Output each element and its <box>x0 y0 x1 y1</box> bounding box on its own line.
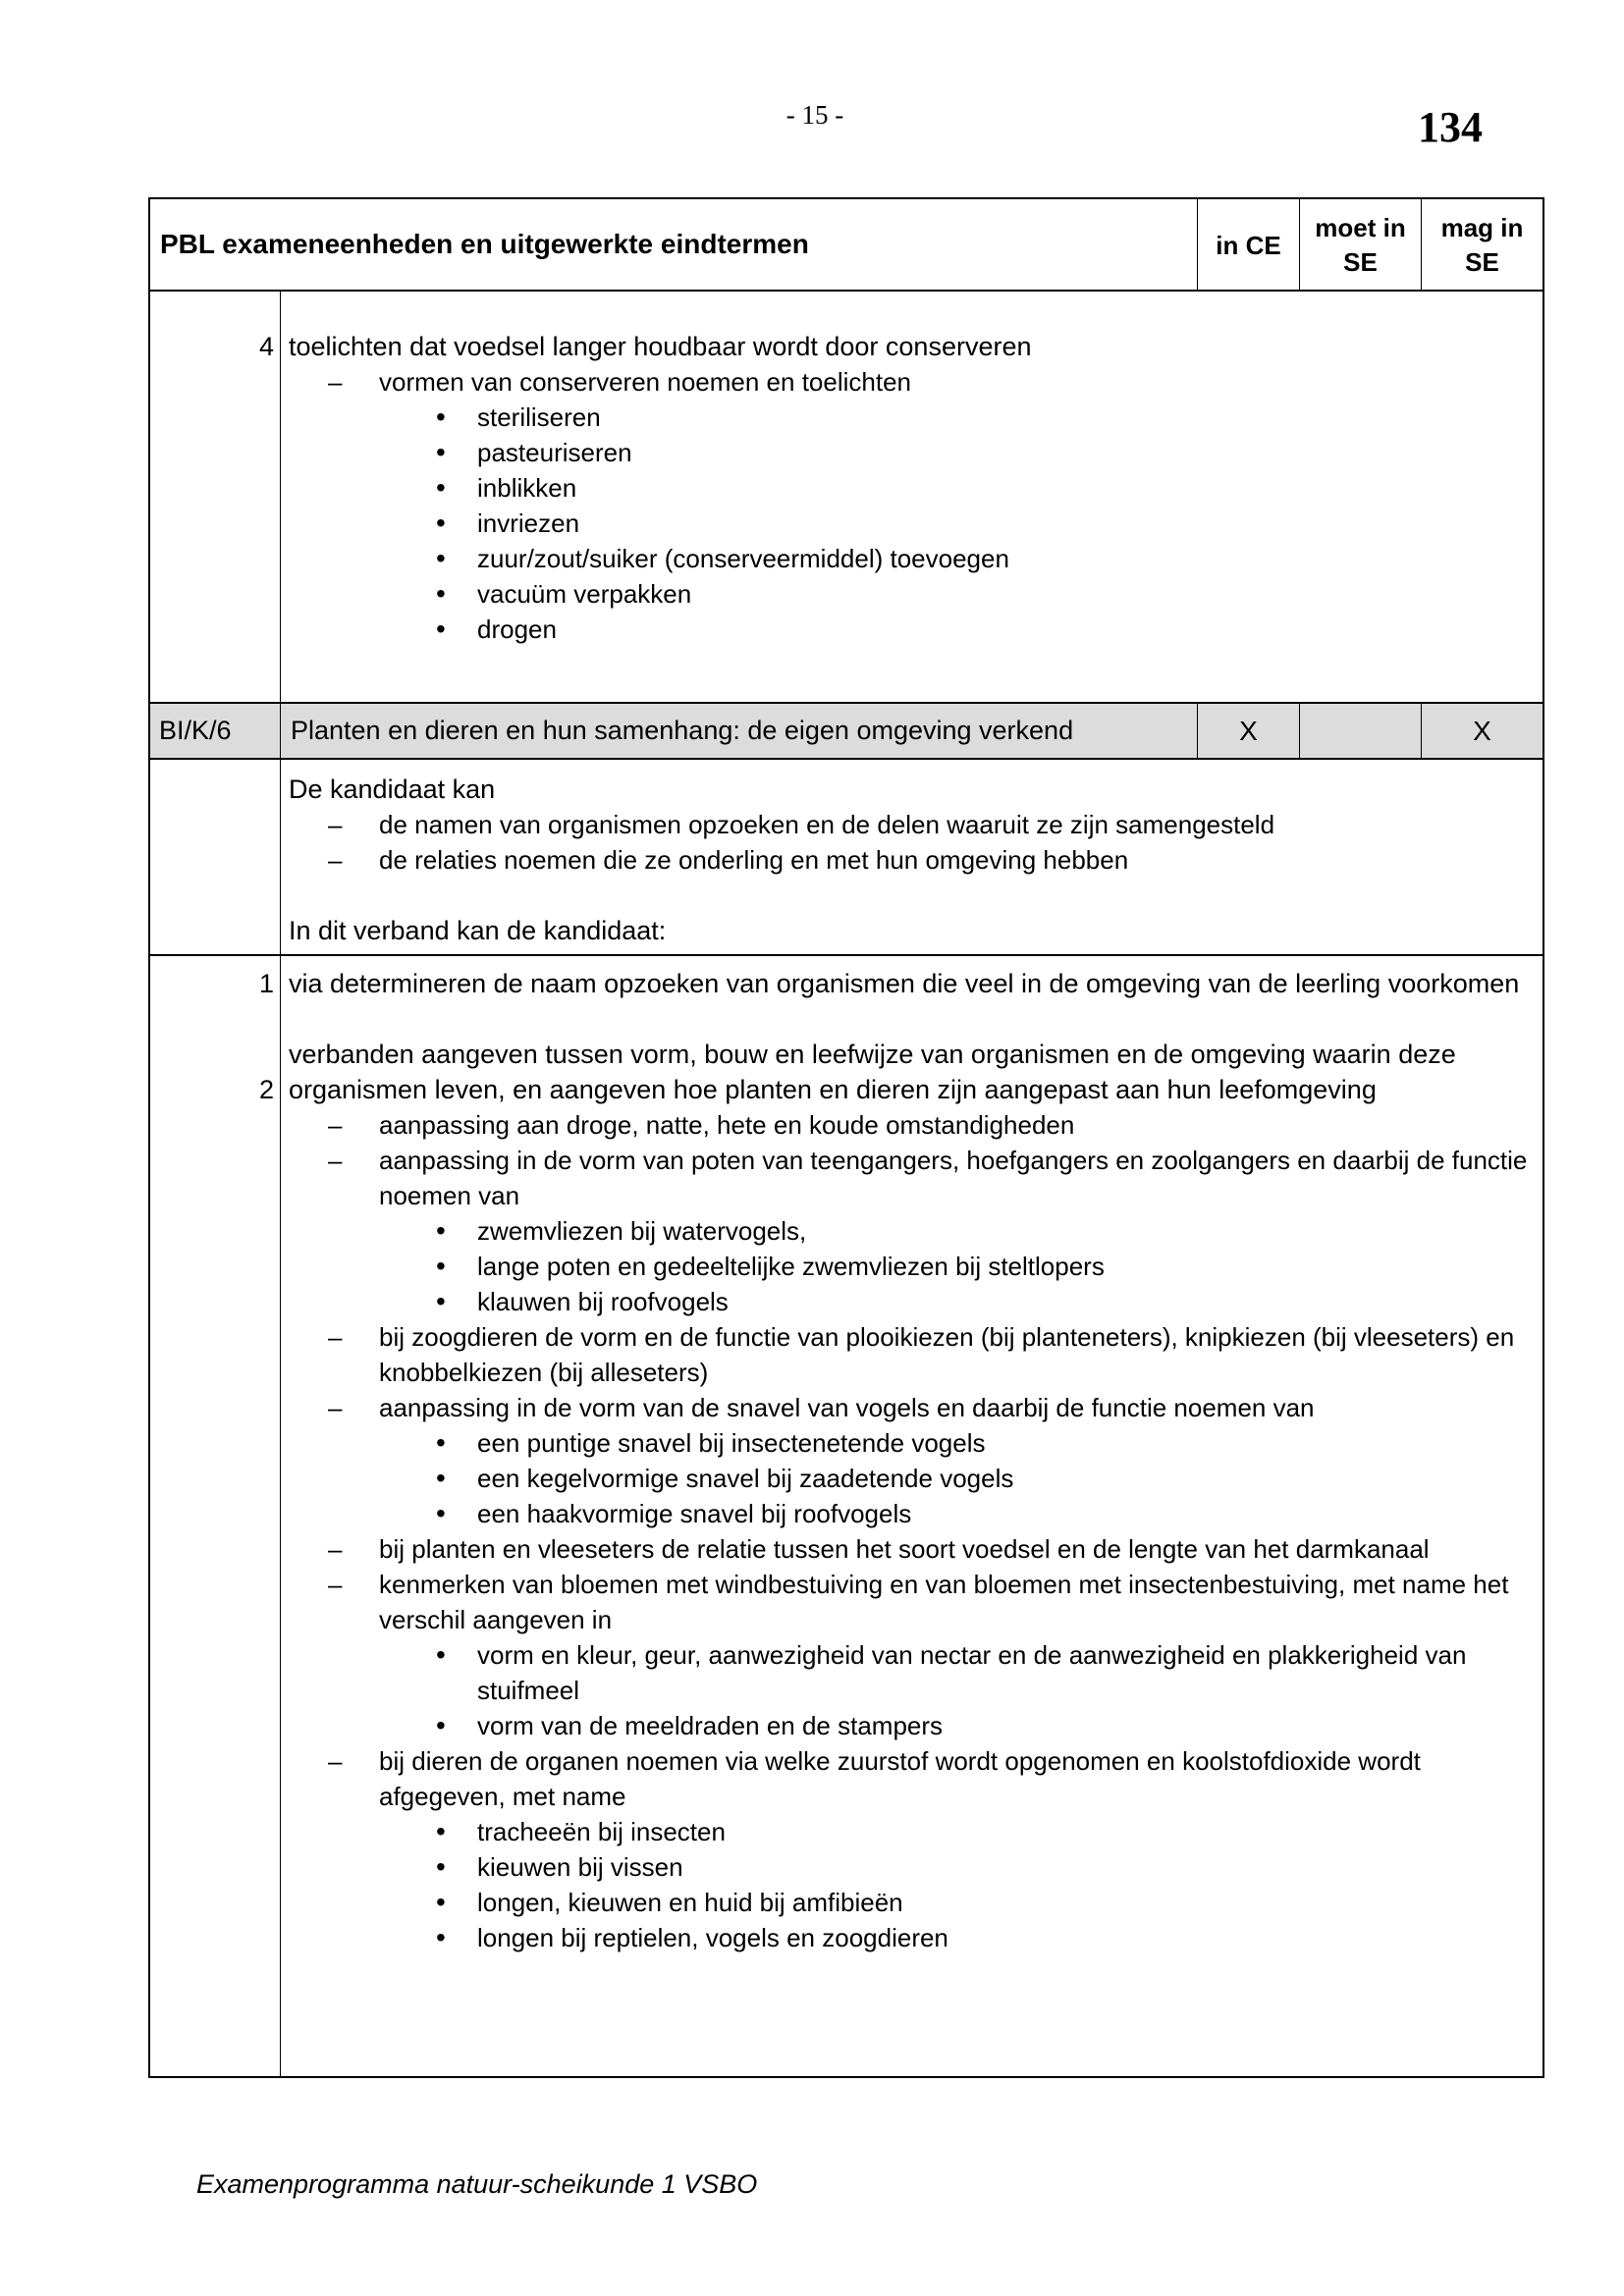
table-row-prev-section <box>150 290 1543 702</box>
header-title: PBL exameneenheden en uitgewerkte eindtermen <box>160 229 809 259</box>
bullet-item: • inblikken <box>281 470 1543 506</box>
document-number: 134 <box>1418 103 1483 151</box>
dash-item: – aanpassing in de vorm van de snavel van vogels en daarbij de functie noemen van <box>281 1390 1529 1425</box>
item-text: verbanden aangeven tussen vorm, bouw en leefwijze van organismen en de omgeving waarin deze organismen leven, en aangeven hoe planten en dieren zijn aangepast aan hun leefomgeving <box>289 1040 1456 1104</box>
bullet-item: • drogen <box>281 612 1543 647</box>
items-content-cell <box>281 956 1543 2076</box>
bullet-item: • longen, kieuwen en huid bij amfibieën <box>281 1885 1529 1920</box>
intro-code-cell <box>150 760 281 954</box>
bullet-item: • een kegelvormige snavel bij zaadetende vogels <box>281 1461 1529 1496</box>
bullet-item: • invriezen <box>281 506 1543 541</box>
header-title-cell <box>150 199 1197 290</box>
bullet-item: • een haakvormige snavel bij roofvogels <box>281 1496 1529 1531</box>
intro-row <box>150 758 1543 954</box>
unit-mag-in-se: X <box>1421 704 1543 758</box>
unit-title-cell <box>281 704 1197 758</box>
bullet-item: • klauwen bij roofvogels <box>281 1284 1529 1319</box>
header-in-ce-label: in CE <box>1216 230 1281 260</box>
bullet-item: • steriliseren <box>281 400 1543 435</box>
dash-item: – bij planten en vleeseters de relatie tussen het soort voedsel en de lengte van het darmkanaal <box>281 1531 1529 1567</box>
exam-table <box>148 197 1544 2078</box>
dash-item: – aanpassing in de vorm van poten van teengangers, hoefgangers en zoolgangers en daarbij de functie noemen van <box>281 1143 1529 1213</box>
header-mag-label-1: mag in <box>1440 213 1524 242</box>
intro-lead: De kandidaat kan <box>289 774 496 804</box>
bullet-item: • vorm en kleur, geur, aanwezigheid van nectar en de aanwezigheid en plakkerigheid van stuifmeel <box>281 1637 1529 1708</box>
items-number-cell <box>150 956 281 2076</box>
bullet-item: • pasteuriseren <box>281 435 1543 470</box>
header-mag-in-se <box>1421 199 1543 290</box>
table-header-row <box>150 199 1543 290</box>
item-text: via determineren de naam opzoeken van organismen die veel in de omgeving van de leerling voorkomen <box>289 969 1520 998</box>
dash-item: – bij dieren de organen noemen via welke zuurstof wordt opgenomen en koolstofdioxide wordt afgegeven, met name <box>281 1743 1529 1814</box>
header-mag-label-2: SE <box>1465 247 1499 277</box>
header-moet-label-2: SE <box>1343 247 1378 277</box>
bullet-item: • vorm van de meeldraden en de stampers <box>281 1708 1529 1743</box>
intro-content-cell <box>281 760 1543 954</box>
bullet-item: • vacuüm verpakken <box>281 576 1543 612</box>
bullet-item: • lange poten en gedeeltelijke zwemvliezen bij steltlopers <box>281 1249 1529 1284</box>
header-moet-label-1: moet in <box>1315 213 1406 242</box>
bullet-item: • kieuwen bij vissen <box>281 1849 1529 1885</box>
dash-item: – de namen van organismen opzoeken en de delen waaruit ze zijn samengesteld <box>281 807 1543 842</box>
bullet-item: • tracheeën bij insecten <box>281 1814 1529 1849</box>
unit-in-ce: X <box>1197 704 1299 758</box>
bullet-item: • zwemvliezen bij watervogels, <box>281 1213 1529 1249</box>
dash-item: – vormen van conserveren noemen en toelichten <box>281 364 1543 400</box>
dash-item: – bij zoogdieren de vorm en de functie van plooikiezen (bij planteneters), knipkiezen (bij vleeseters) en knobbelkiezen (bij alleseters) <box>281 1319 1529 1390</box>
unit-code: BI/K/6 <box>159 716 232 745</box>
item-text: toelichten dat voedsel langer houdbaar wordt door conserveren <box>289 332 1032 361</box>
bullet-item: • een puntige snavel bij insectenetende vogels <box>281 1425 1529 1461</box>
page-footer: Examenprogramma natuur-scheikunde 1 VSBO <box>196 2169 758 2199</box>
dash-item: – kenmerken van bloemen met windbestuiving en van bloemen met insectenbestuiving, met name het verschil aangeven in <box>281 1567 1529 1637</box>
page-number: - 15 - <box>785 100 844 130</box>
item-content-cell <box>281 292 1543 702</box>
bullet-item: • longen bij reptielen, vogels en zoogdieren <box>281 1920 1529 1955</box>
item-number: 4 <box>258 332 274 361</box>
item-number-cell <box>150 292 281 702</box>
dash-item: – de relaties noemen die ze onderling en met hun omgeving hebben <box>281 842 1543 878</box>
unit-row <box>150 702 1543 758</box>
unit-code-cell <box>150 704 281 758</box>
unit-title: Planten en dieren en hun samenhang: de eigen omgeving verkend <box>291 716 1074 745</box>
bullet-item: • zuur/zout/suiker (conserveermiddel) toevoegen <box>281 541 1543 576</box>
intro-connector: In dit verband kan de kandidaat: <box>289 916 667 945</box>
unit-moet-in-se <box>1299 704 1421 758</box>
header-in-ce <box>1197 199 1299 290</box>
item-number: 2 <box>258 1075 274 1104</box>
item-number: 1 <box>258 969 274 998</box>
dash-item: – aanpassing aan droge, natte, hete en koude omstandigheden <box>281 1107 1529 1143</box>
items-row <box>150 954 1543 2076</box>
header-moet-in-se <box>1299 199 1421 290</box>
